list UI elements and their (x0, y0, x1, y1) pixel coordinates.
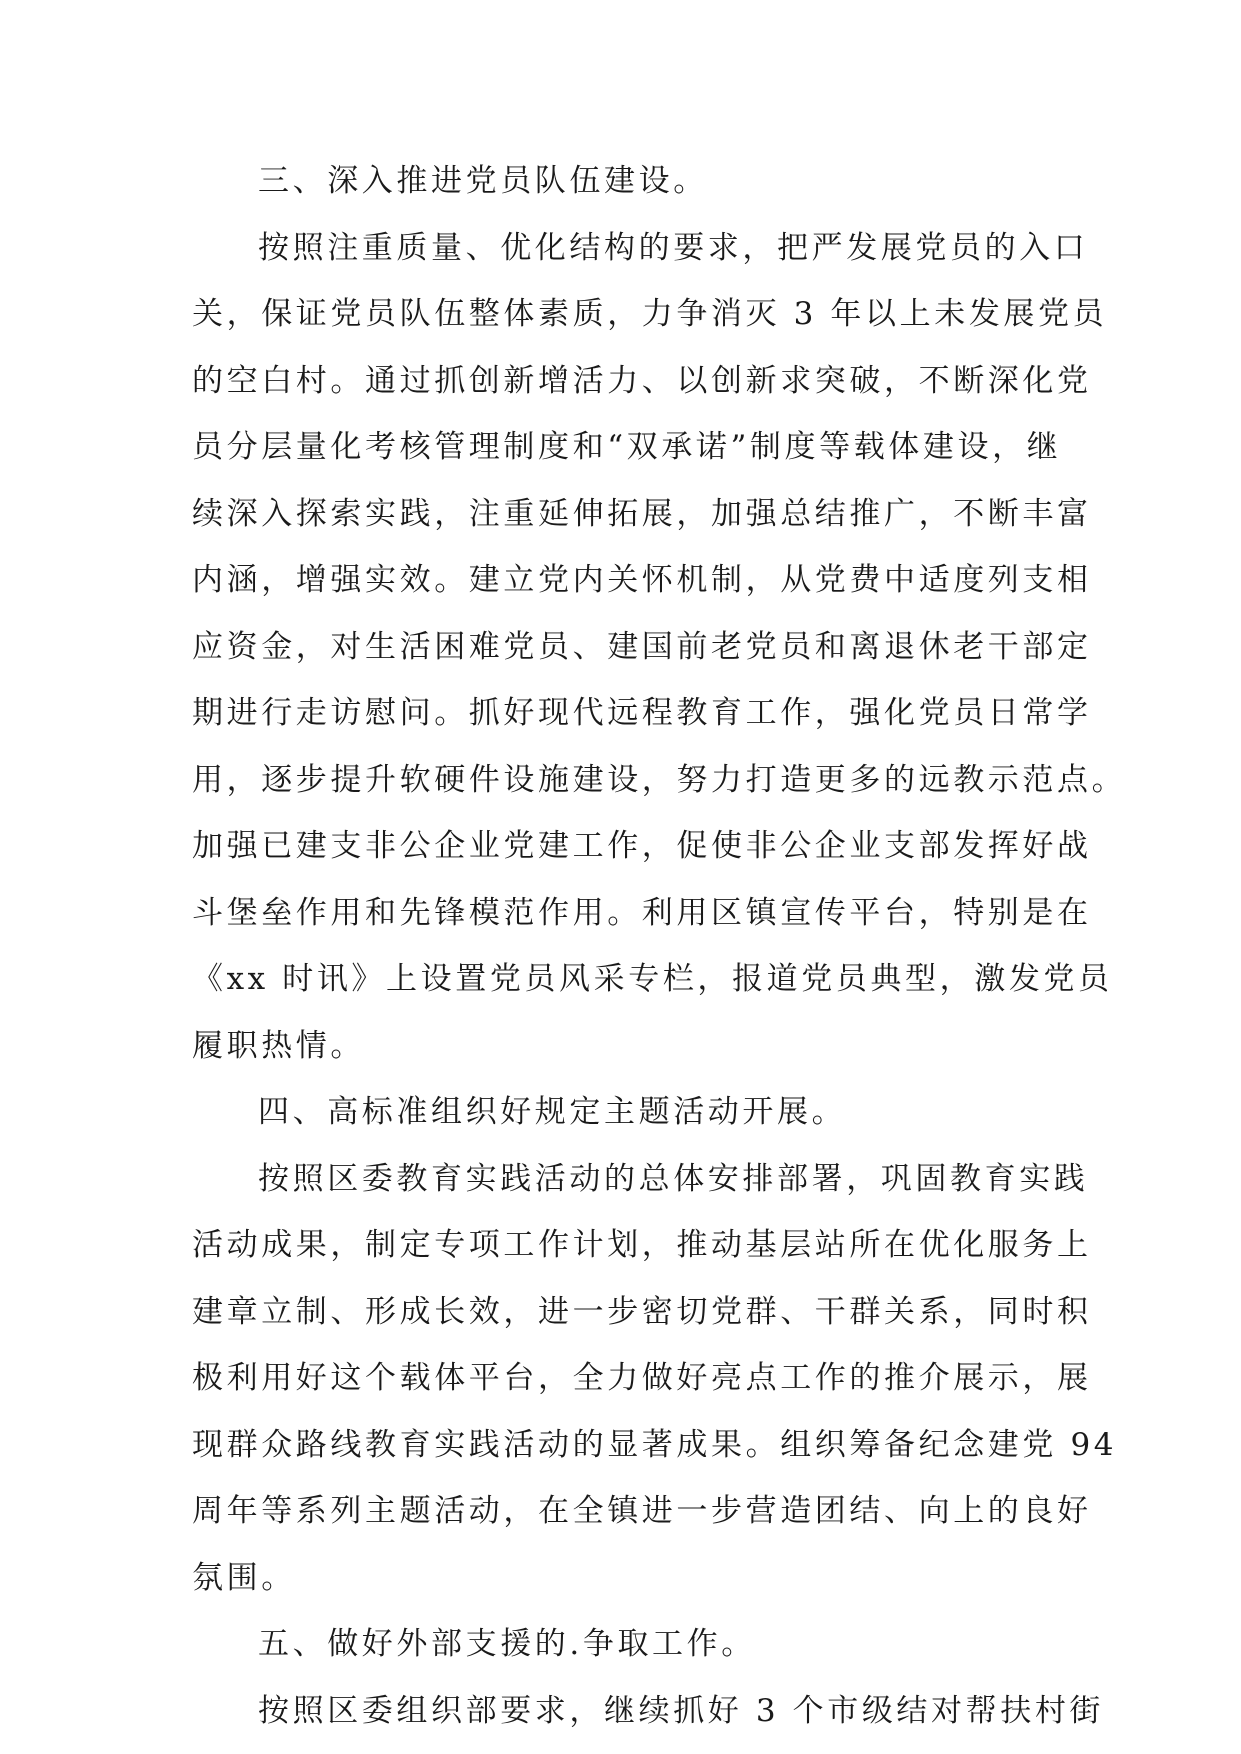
text-line: 的空白村。通过抓创新增活力、以创新求突破，不断深化党 (192, 362, 1092, 399)
text-line: 周年等系列主题活动，在全镇进一步营造团结、向上的良好 (192, 1493, 1092, 1529)
text-line: 活动成果，制定专项工作计划，推动基层站所在优化服务上 (192, 1227, 1092, 1263)
text-line: 氛围。 (192, 1559, 296, 1596)
text-line: 履职热情。 (192, 1027, 365, 1064)
text-line: 五、做好外部支援的.争取工作。 (258, 1626, 756, 1662)
text-line: 续深入探索实践，注重延伸拓展，加强总结推广，不断丰富 (192, 495, 1092, 532)
text-line: 四、高标准组织好规定主题活动开展。 (258, 1094, 847, 1130)
text-line: 按照注重质量、优化结构的要求，把严发展党员的入口 (258, 229, 1089, 266)
text-line: 期进行走访慰问。抓好现代远程教育工作，强化党员日常学 (192, 695, 1092, 731)
text-line: 关，保证党员队伍整体素质，力争消灭 3 年以上未发展党员 (192, 296, 1108, 332)
text-line: 加强已建支非公企业党建工作，促使非公企业支部发挥好战 (192, 828, 1092, 864)
text-line: 建章立制、形成长效，进一步密切党群、干群关系，同时积 (192, 1293, 1092, 1330)
text-line: 现群众路线教育实践活动的显著成果。组织筹备纪念建党 94 (192, 1426, 1118, 1463)
text-line: 极利用好这个载体平台，全力做好亮点工作的推介展示，展 (192, 1360, 1092, 1396)
text-line: 按照区委组织部要求，继续抓好 3 个市级结对帮扶村街 (258, 1692, 1105, 1729)
text-line: 按照区委教育实践活动的总体安排部署，巩固教育实践 (258, 1160, 1089, 1197)
text-line: 内涵，增强实效。建立党内关怀机制，从党费中适度列支相 (192, 562, 1092, 598)
text-line: 斗堡垒作用和先锋模范作用。利用区镇宣传平台，特别是在 (192, 894, 1092, 931)
text-line: 用，逐步提升软硬件设施建设，努力打造更多的远教示范点。 (192, 761, 1127, 798)
text-line: 三、深入推进党员队伍建设。 (258, 163, 708, 199)
text-line: 《xx 时讯》上设置党员风采专栏，报道党员典型，激发党员 (192, 961, 1113, 997)
document-body (192, 148, 1127, 1744)
text-line: 员分层量化考核管理制度和“双承诺”制度等载体建设，继 (192, 429, 1062, 465)
text-line: 应资金，对生活困难党员、建国前老党员和离退休老干部定 (192, 628, 1092, 665)
